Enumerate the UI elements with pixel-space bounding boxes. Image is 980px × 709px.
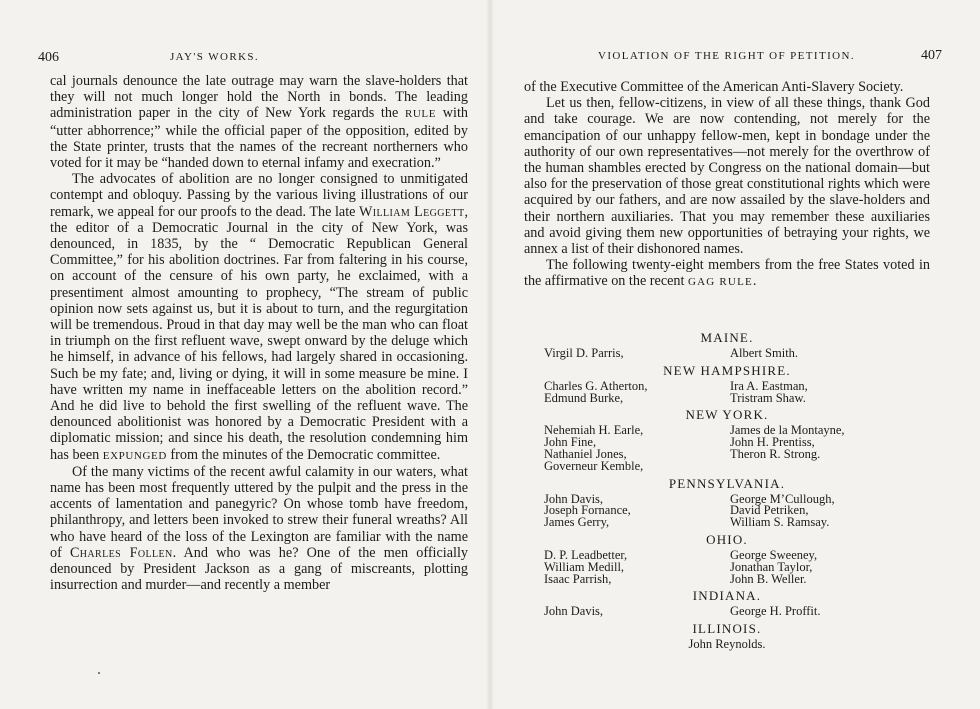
- right-page-number: 407: [921, 48, 942, 63]
- state-heading: MAINE.: [700, 330, 754, 345]
- state-heading: OHIO.: [706, 531, 748, 547]
- right-running-title: VIOLATION OF THE RIGHT OF PETITION.: [598, 50, 855, 62]
- member-name: Albert Smith.: [730, 346, 799, 360]
- member-name: George M’Cullough,: [730, 491, 835, 506]
- paragraph: [50, 464, 468, 594]
- text-run: Let us then, fellow-citizens, in view of all these things, thank God and take courage. We are now contending, not merely for the emancipation of our unhappy fellow-men, kept in bondage under the authority of our own representatives—not merely for the overthrow of the human shambles erected by Congress on the national domain—but also for the preservation of those great constitutional rights which were acquired by our fathers, and are now assailed by the slave-holders and their northern auxiliaries. That you may remember these auxiliaries and avoid giving them new opportunities of betraying your rights, we annex a list of their dishonored names.: [524, 95, 930, 258]
- text-run: cal journals denounce the late outrage may warn the slave-holders that they will not much longer hold the North in bonds. The leading administration paper in the city of New York regards the: [50, 73, 468, 122]
- small-caps-leggett: William Leggett: [358, 203, 465, 220]
- state-heading: ILLINOIS.: [692, 621, 762, 637]
- paragraph: [524, 79, 930, 95]
- right-running-head: [598, 50, 942, 62]
- text-run: from the minutes of the Democratic committee.: [166, 446, 441, 463]
- member-name: Charles G. Atherton,: [544, 378, 648, 393]
- speck-mark: [98, 672, 100, 674]
- member-name: James de la Montayne,: [730, 423, 845, 438]
- paragraph: [524, 95, 930, 257]
- member-name: Virgil D. Parris,: [544, 346, 624, 360]
- member-name: John B. Weller.: [730, 571, 807, 586]
- text-run: The advocates of abolition are no longer consigned to unmitigated contempt and obloquy. Passing by the various living illustrations of our remark, we appeal for our proofs to the dead. The late: [50, 171, 468, 220]
- right-page: [490, 0, 980, 709]
- paragraph: [50, 73, 468, 171]
- paragraph: [50, 171, 468, 464]
- small-caps-expunged: EXPUNGED: [102, 449, 167, 462]
- state-members: [524, 378, 930, 405]
- member-name: David Petriken,: [730, 503, 809, 518]
- paragraph: [524, 257, 930, 290]
- small-caps-rule: RULE: [404, 108, 437, 121]
- text-run: , the editor of a Democratic Journal in the city of New York, was denounced, in 1835, by the “ Democratic Republican General Committee,” for his abolition doctrines. Far from faltering in his course, on account of the censure of his own party, he exclaimed, with a presentiment almost amounting to prophecy, “The stream of public opinion now sets against us, but it is about to turn, and the regurgitation will be tremendous. Proud in that day may well be the man who can float in triumph on the first refluent wave, swept onward by the deluge which he himself, in advance of his fellows, had largely shared in occasioning. Such be my fate; and, living or dying, it will in some measure be mine. I have written my name in ineffaceable letters on the abolition record.” And he did live to behold the first swelling of the refluent wave. The denounced abolitionist was honored by a Democratic President with a diplomatic mission; and since his death, the resolution condemning him has been: [50, 203, 469, 463]
- state-members: [524, 606, 930, 618]
- left-body-text: [50, 73, 468, 594]
- member-name: Tristram Shaw.: [730, 390, 806, 405]
- member-name: John Fine,: [544, 435, 597, 450]
- state-heading: NEW HAMPSHIRE.: [663, 362, 791, 378]
- state-members: [524, 425, 930, 472]
- member-name: Nathaniel Jones,: [544, 446, 627, 461]
- member-name: George H. Proffit.: [730, 604, 821, 619]
- state-members: [524, 547, 930, 586]
- text-run: with “utter abhorrence;” while the official paper of the opposition, edited by the State printer, trusts that the names of the recreant northerners who voted for it may be “handed down to eternal infamy and execration.”: [50, 105, 468, 172]
- members-list: [524, 330, 930, 651]
- small-caps-gag-rule: GAG RULE: [688, 276, 753, 289]
- text-run: of the Executive Committee of the American Anti-Slavery Society.: [524, 79, 904, 95]
- text-run: . And who was he? One of the men officially denounced by President Jackson as a gang of miscreants, plotting insurrection and murder—and recently a member: [50, 544, 468, 594]
- member-name: George Sweeney,: [730, 547, 818, 562]
- member-name: William Medill,: [544, 559, 625, 574]
- text-run: .: [752, 273, 757, 290]
- member-name: Theron R. Strong.: [730, 446, 821, 461]
- state-heading: INDIANA.: [692, 588, 762, 604]
- left-page-number: 406: [38, 50, 59, 65]
- state-heading: NEW YORK.: [685, 407, 769, 423]
- member-name: John Reynolds.: [688, 637, 766, 652]
- text-run: The following twenty-eight members from the free States voted in the affirmative on the recent: [524, 257, 930, 290]
- member-name: Ira A. Eastman,: [730, 378, 808, 393]
- member-name: Jonathan Taylor,: [730, 559, 813, 574]
- member-name: William S. Ramsay.: [730, 515, 830, 530]
- member-name: Joseph Fornance,: [544, 503, 631, 518]
- small-caps-follen: Charles Follen: [69, 544, 173, 561]
- member-name: John Davis,: [544, 491, 604, 506]
- member-name: Nehemiah H. Earle,: [544, 423, 644, 438]
- member-name: Edmund Burke,: [544, 390, 624, 405]
- member-name: James Gerry,: [544, 515, 610, 530]
- left-running-title: JAY'S WORKS.: [170, 51, 260, 63]
- right-body-text: [524, 79, 930, 291]
- member-name: Governeur Kemble,: [544, 458, 644, 473]
- member-name: John Davis,: [544, 604, 604, 619]
- left-running-head: [38, 50, 478, 66]
- text-run: Of the many victims of the recent awful calamity in our waters, what name has been most frequently uttered by the pulpit and the press in the accents of lamentation and panegyric? On whose tomb have freedom, philanthropy, and letters been invoked to strew their funeral wreaths? All who have heard of the loss of the Lexington are familiar with the name of: [50, 463, 468, 561]
- member-name: D. P. Leadbetter,: [544, 547, 628, 562]
- state-heading: PENNSYLVANIA.: [668, 475, 786, 491]
- state-members: [524, 639, 930, 651]
- member-name: John H. Prentiss,: [730, 435, 815, 450]
- state-members: [524, 491, 930, 530]
- member-name: Isaac Parrish,: [544, 571, 612, 586]
- state-members: [524, 348, 930, 360]
